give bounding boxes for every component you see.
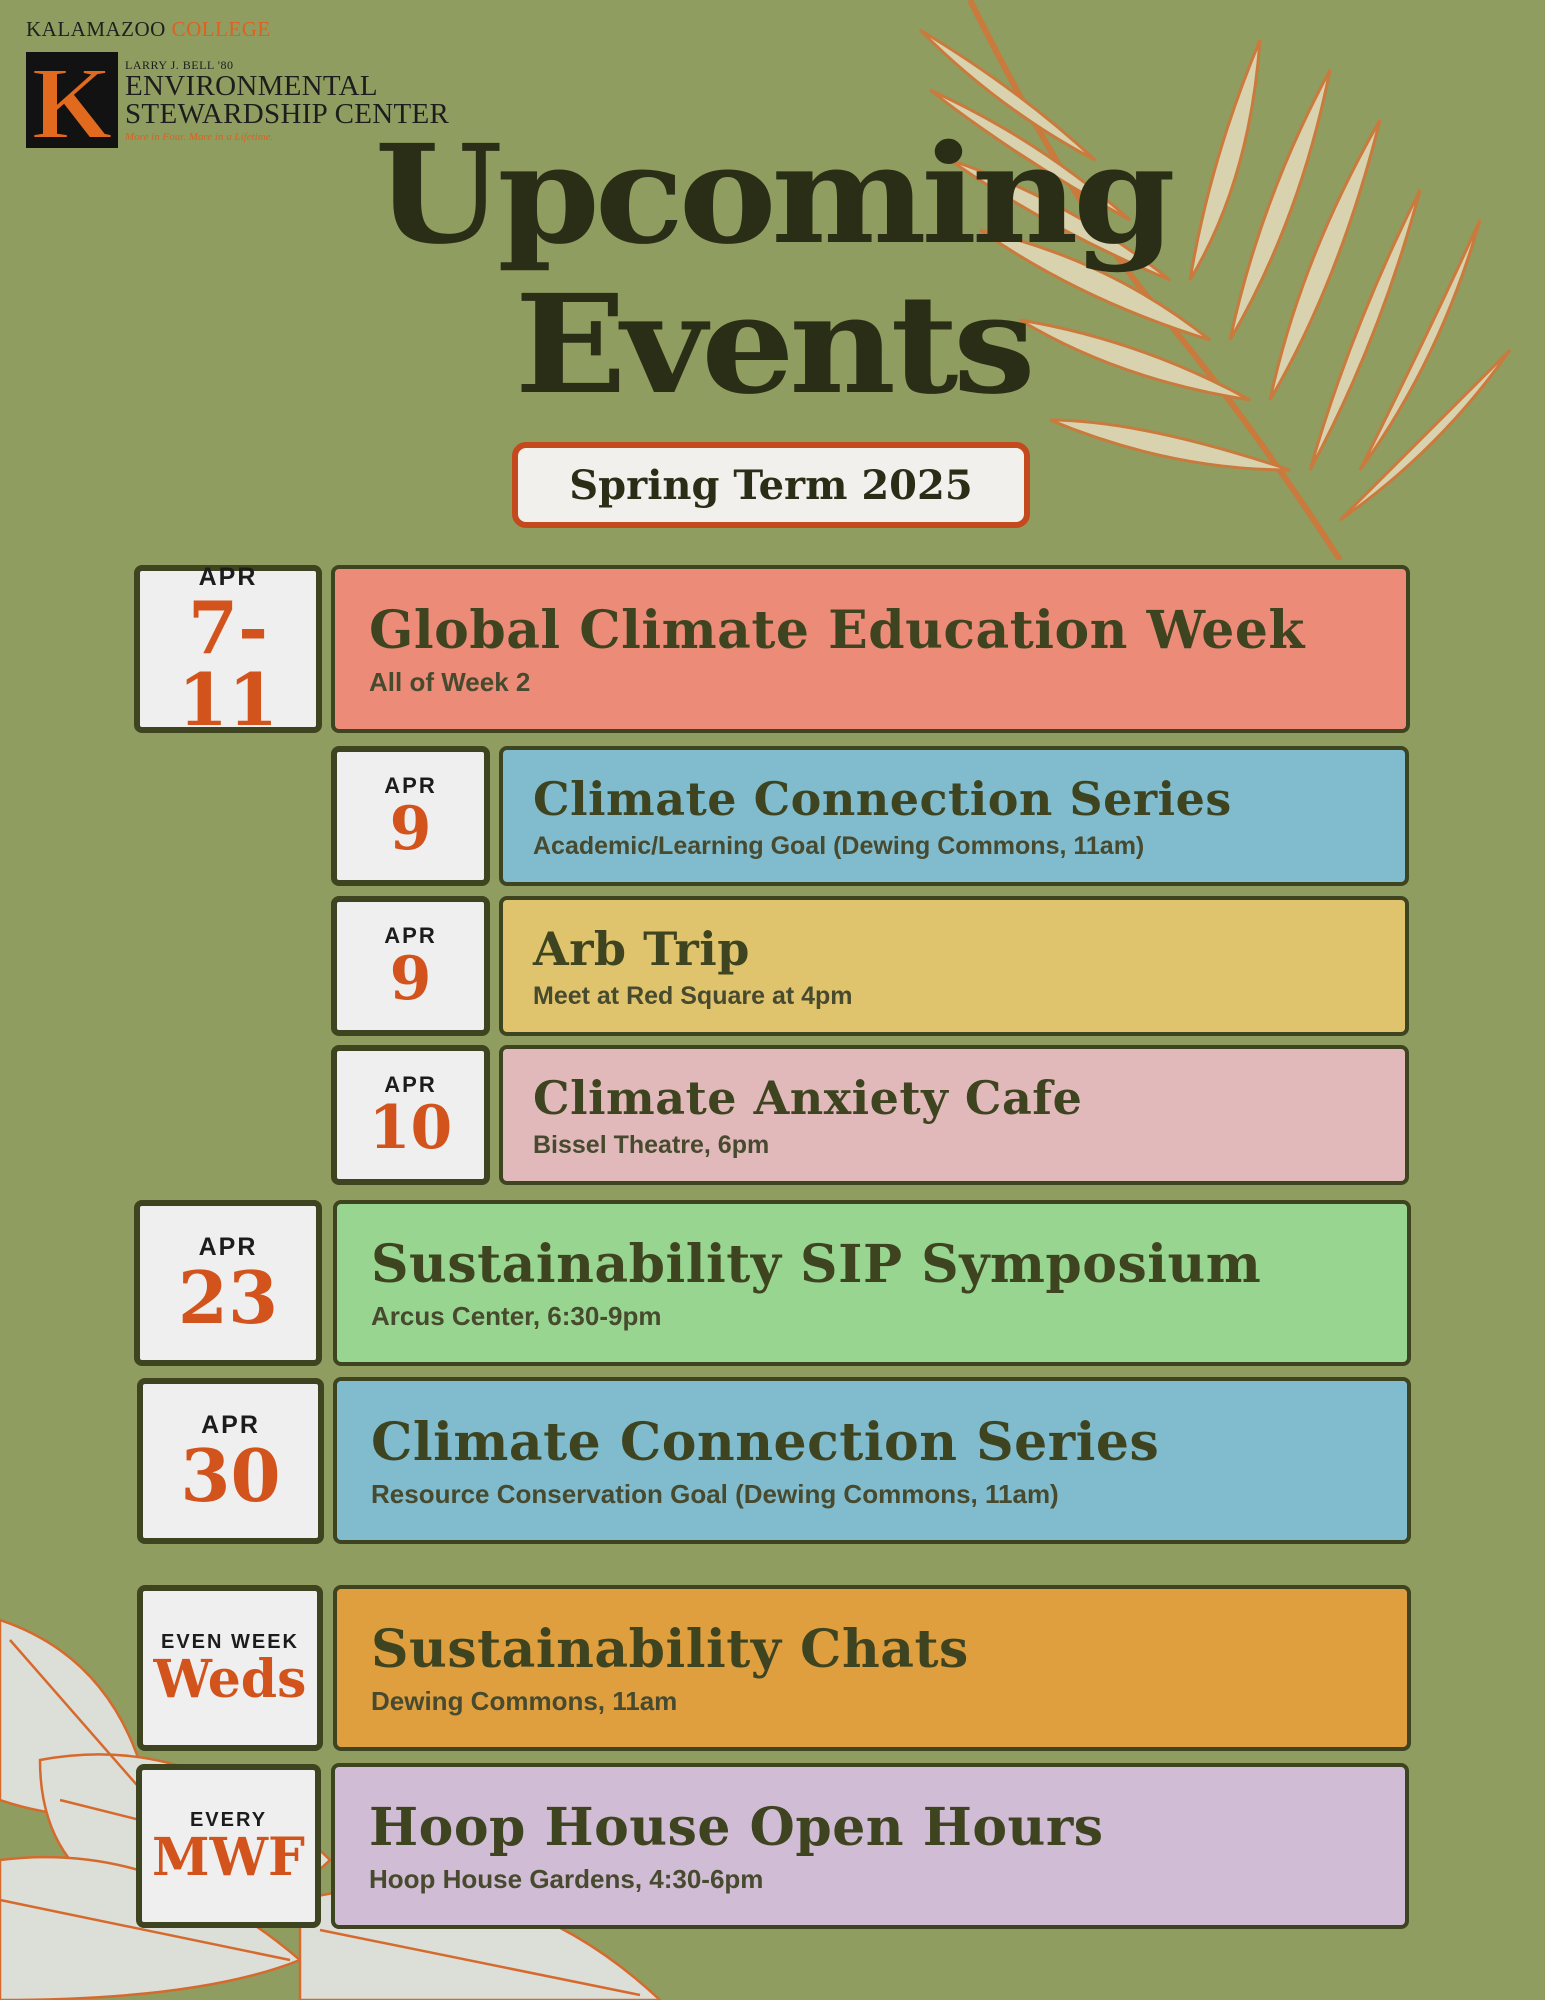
event-subtitle: Arcus Center, 6:30-9pm: [371, 1301, 662, 1331]
event-date-top: APR: [384, 1072, 437, 1097]
event-date-box: [136, 1764, 321, 1928]
event-date-top: APR: [198, 1232, 258, 1261]
logo-letter: K: [31, 52, 113, 148]
title-line-1: Upcoming: [374, 115, 1171, 275]
event-title: Global Climate Education Week: [369, 600, 1305, 661]
logo-small-text: LARRY J. BELL '80: [125, 58, 234, 72]
event-date-box: [331, 896, 490, 1036]
event-date-box: [137, 1378, 324, 1544]
event-date-top: APR: [198, 562, 258, 591]
college-name-suffix: COLLEGE: [171, 17, 271, 41]
event-date-top: APR: [384, 923, 437, 948]
event-title: Arb Trip: [533, 921, 750, 976]
event-title: Climate Connection Series: [533, 771, 1232, 826]
event-card: [499, 896, 1409, 1036]
event-subtitle: Meet at Red Square at 4pm: [533, 981, 853, 1010]
logo-tagline: More in Four. More in a Lifetime.: [125, 131, 274, 143]
event-title: Climate Anxiety Cafe: [533, 1070, 1083, 1125]
event-subtitle: Hoop House Gardens, 4:30-6pm: [369, 1864, 764, 1894]
event-card: [499, 1045, 1409, 1185]
event-date-box: [137, 1585, 323, 1751]
event-date-top: APR: [384, 773, 437, 798]
event-date-top: EVEN WEEK: [160, 1630, 300, 1653]
term-badge: Spring Term 2025: [512, 442, 1030, 528]
event-date-main: 30: [180, 1432, 281, 1518]
event-date-top: APR: [201, 1410, 260, 1439]
event-date-main: 9: [389, 794, 432, 864]
event-date-main: 10: [368, 1093, 453, 1163]
page-title: [0, 115, 1545, 425]
event-date-main: 9: [389, 944, 432, 1014]
event-card: [333, 1585, 1411, 1751]
college-name-prefix: KALAMAZOO: [26, 17, 166, 41]
event-card: [499, 746, 1409, 886]
event-card: [331, 565, 1410, 733]
event-date-box: [134, 1200, 322, 1366]
event-subtitle: Resource Conservation Goal (Dewing Commons, 11am): [371, 1478, 1059, 1509]
event-title: Sustainability Chats: [371, 1619, 969, 1680]
event-subtitle: Bissel Theatre, 6pm: [533, 1130, 770, 1159]
event-date-box: [331, 1045, 490, 1185]
event-date-main: 7-11: [177, 584, 279, 742]
event-date-box: [134, 562, 322, 742]
event-date-top: EVERY: [189, 1808, 268, 1831]
event-card: [333, 1200, 1411, 1366]
title-line-2: Events: [514, 265, 1031, 425]
event-subtitle: Dewing Commons, 11am: [371, 1686, 678, 1716]
event-date-box: [331, 746, 490, 886]
logo-line-2: STEWARDSHIP CENTER: [125, 98, 450, 130]
event-title: Sustainability SIP Symposium: [371, 1234, 1262, 1295]
event-card: [331, 1763, 1409, 1929]
event-date-main: MWF: [152, 1826, 305, 1888]
event-card: [333, 1377, 1411, 1544]
event-date-main: 23: [177, 1254, 279, 1340]
event-title: Hoop House Open Hours: [369, 1797, 1104, 1858]
event-title: Climate Connection Series: [371, 1411, 1160, 1473]
college-name: [26, 17, 271, 42]
logo-line-1: ENVIRONMENTAL: [125, 70, 378, 102]
event-subtitle: All of Week 2: [369, 667, 531, 697]
event-subtitle: Academic/Learning Goal (Dewing Commons, 11am): [533, 831, 1145, 860]
event-date-main: Weds: [153, 1648, 307, 1710]
